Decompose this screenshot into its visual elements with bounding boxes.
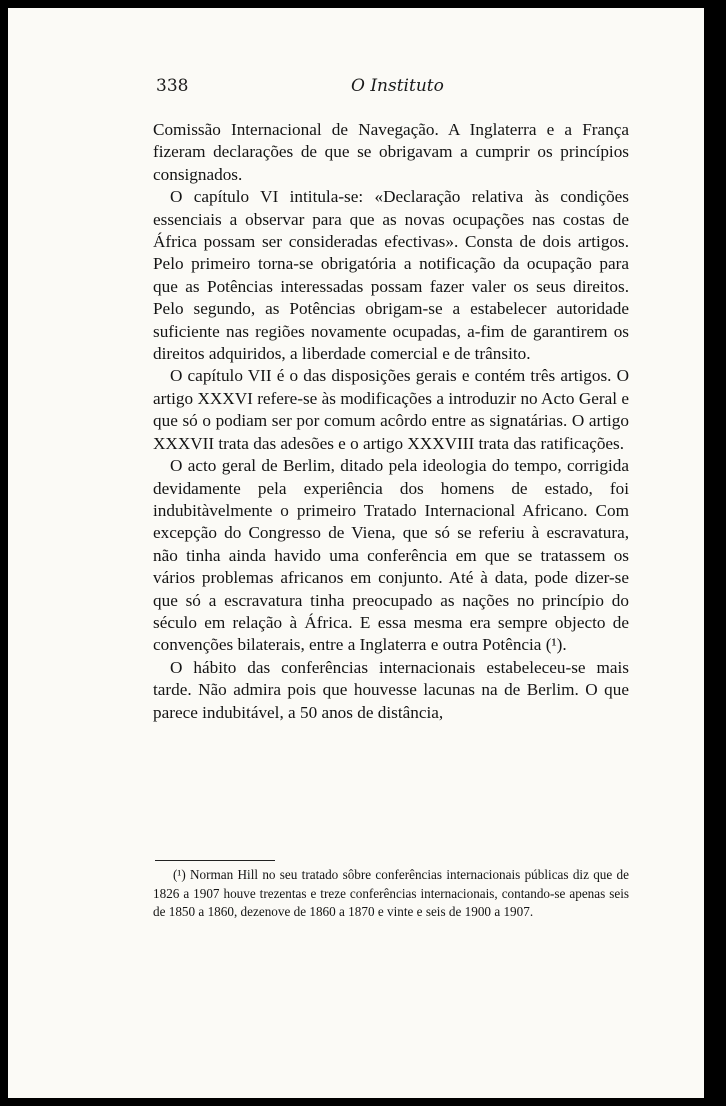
running-title: O Instituto	[351, 76, 444, 96]
footnote-divider	[155, 860, 275, 861]
body-text	[153, 119, 629, 724]
paragraph-berlin-act: O acto geral de Berlim, ditado pela ideologia do tempo, corrigida devidamente pela experiência dos homens de estado, foi indubitàvelmente o primeiro Tratado Internacional Africano. Com excepção do Congresso de Viena, que só se referiu à escravatura, não tinha ainda havido uma conferência em que se tratassem os vários problemas africanos em conjunto. Até à data, pode dizer-se que só a escravatura tinha preocupado as nações no princípio do século em relação à África. E essa mesma era sempre objecto de convenções bilaterais, entre a Inglaterra e outra Potência (¹).	[153, 456, 629, 655]
page-number: 338	[156, 76, 189, 96]
page-header	[156, 76, 636, 106]
footnote: (¹) Norman Hill no seu tratado sôbre conferências internacionais públicas diz que de 1826 a 1907 houve trezentas e treze conferências internacionais, contando-se apenas seis de 1850 a 1860, dezenove de 1860 a 1870 e vinte e seis de 1900 a 1907.	[153, 867, 629, 920]
book-page	[8, 8, 710, 1098]
paragraph-chapter-vii: O capítulo VII é o das disposições gerais e contém três artigos. O artigo XXXVI refere-se às modificações a introduzir no Acto Geral e que só o podiam ser por comum acôrdo entre as signatárias. O artigo XXXVII trata das adesões e o artigo XXXVIII trata das ratificações.	[153, 366, 629, 453]
paragraph-chapter-vi: O capítulo VI intitula-se: «Declaração relativa às condições essenciais a observar para que as novas ocupações nas costas de África possam ser consideradas efectivas». Consta de dois artigos. Pelo primeiro torna-se obrigatória a notificação da ocupação para que as Potências interessadas possam fazer valer os seus direitos. Pelo segundo, as Potências obrigam-se a estabelecer autoridade suficiente nas regiões novamente ocupadas, a-fim de garantirem os direitos adquiridos, a liberdade comercial e de trânsito.	[153, 187, 629, 364]
paragraph-conferences: O hábito das conferências internacionais estabeleceu-se mais tarde. Não admira pois que houvesse lacunas na de Berlim. O que parece indubitável, a 50 anos de distância,	[153, 657, 629, 722]
paragraph-continuation: Comissão Internacional de Navegação. A Inglaterra e a França fizeram declarações de que se obrigavam a cumprir os princípios consignados.	[153, 120, 629, 184]
